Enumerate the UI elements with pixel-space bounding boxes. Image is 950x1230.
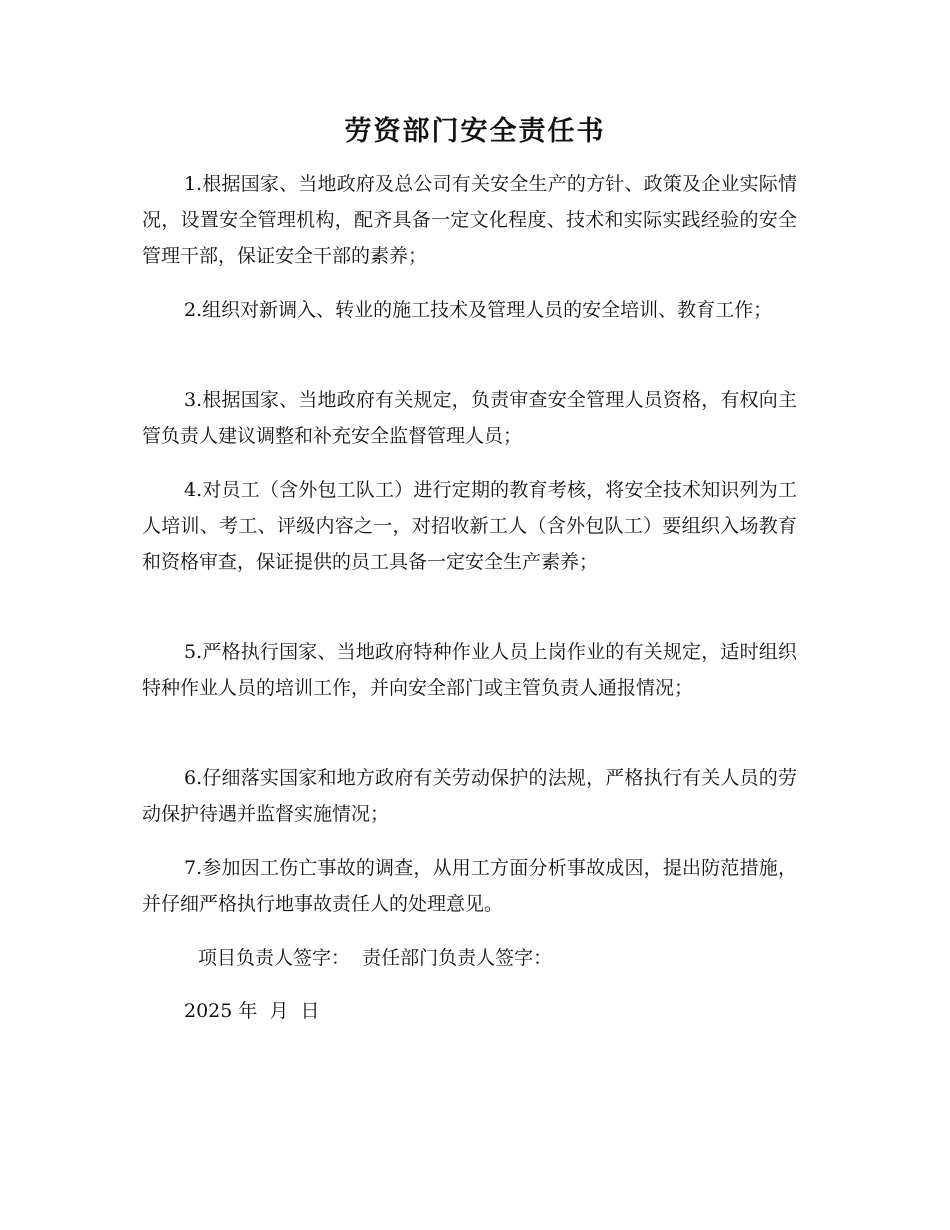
clause-7: 7.参加因工伤亡事故的调查，从用工方面分析事故成因，提出防范措施，并仔细严格执行地事故责任人的处理意见。 xyxy=(142,857,797,915)
date-line: 2025 年 月 日 xyxy=(184,1000,320,1022)
clause-4: 4.对员工（含外包工队工）进行定期的教育考核，将安全技术知识列为工人培训、考工、评级内容之一，对招收新工人（含外包队工）要组织入场教育和资格审查，保证提供的员工具备一定安全生产素养； xyxy=(142,479,797,573)
signature-line: 项目负责人签字： 责任部门负责人签字： xyxy=(198,947,553,969)
document-title: 劳资部门安全责任书 xyxy=(344,116,606,147)
clause-2: 2.组织对新调入、转业的施工技术及管理人员的安全培训、教育工作； xyxy=(184,299,773,321)
clause-5: 5.严格执行国家、当地政府特种作业人员上岗作业的有关规定，适时组织特种作业人员的培训工作，并向安全部门或主管负责人通报情况； xyxy=(142,641,797,699)
clause-3: 3.根据国家、当地政府有关规定，负责审查安全管理人员资格，有权向主管负责人建议调整和补充安全监督管理人员； xyxy=(142,389,797,447)
clause-1: 1.根据国家、当地政府及总公司有关安全生产的方针、政策及企业实际情况，设置安全管理机构，配齐具备一定文化程度、技术和实际实践经验的安全管理干部，保证安全干部的素养； xyxy=(142,173,797,267)
clause-6: 6.仔细落实国家和地方政府有关劳动保护的法规，严格执行有关人员的劳动保护待遇并监督实施情况； xyxy=(142,767,797,825)
